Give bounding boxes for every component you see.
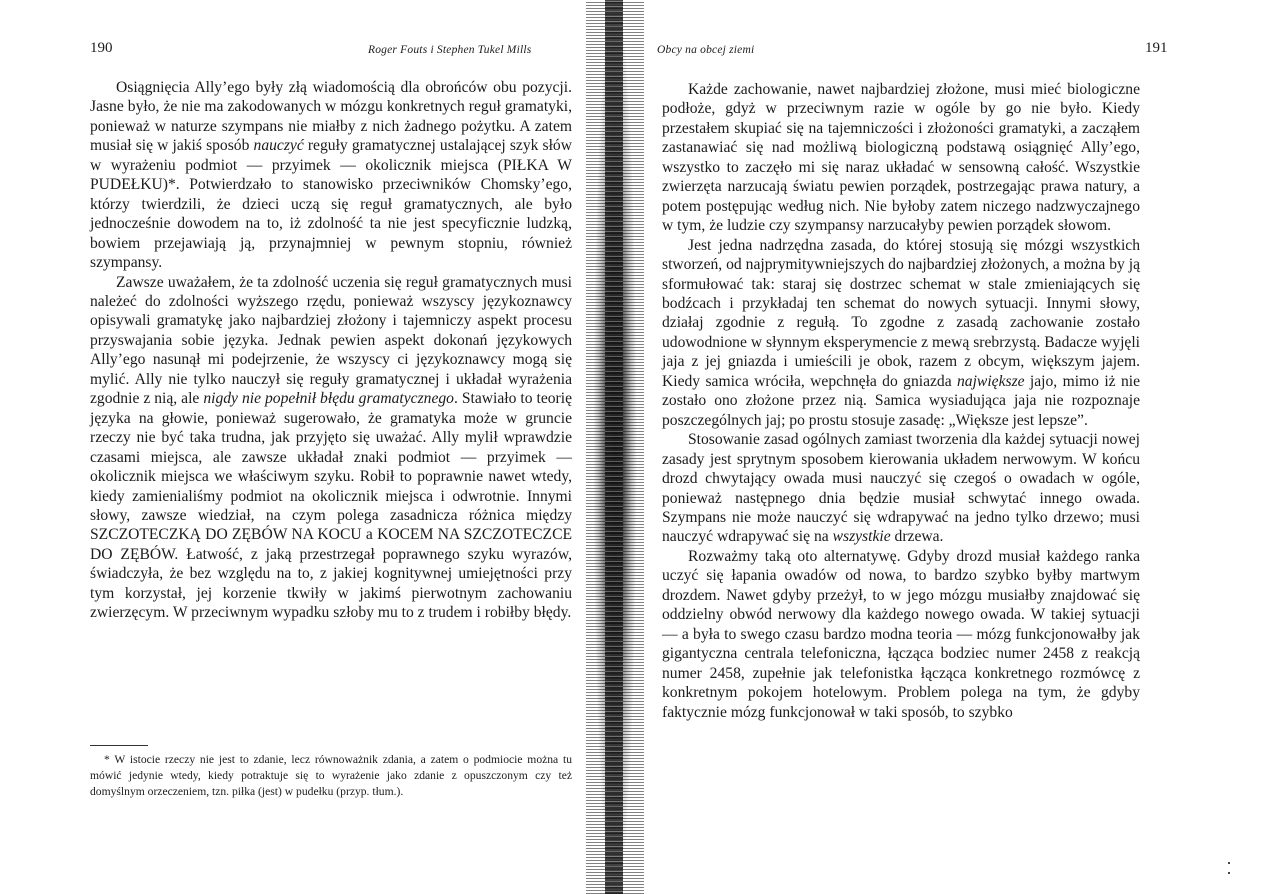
left-body-text	[90, 78, 572, 623]
text-run: Jest jedna nadrzędna zasada, do której stosują się mózgi wszystkich stworzeń, od najprymitywniejszych do najbardziej złożonych, a można by ją sformułować tak: staraj się dostrzec schemat w stale zmieniających się bodźcach i przykładaj ten schemat do nowych sytuacji. Innymi słowy, działaj zgodnie z regułą. To zgodne z zasadą zachowanie zostało udowodnione w słynnym eksperymencie z mewą srebrzystą. Badacze wyjęli jaja z jej gniazda i umieścili je obok, razem z obcym, większym jajem. Kiedy samica wróciła, wepchnęła do gniazda	[662, 236, 1140, 390]
scan-speck	[1228, 862, 1230, 864]
footnote-rule	[90, 745, 148, 746]
paragraph	[662, 430, 1140, 547]
paragraph	[662, 80, 1140, 236]
book-gutter-spine	[605, 0, 623, 894]
italic-text-run: największe	[957, 372, 1025, 390]
paragraph	[90, 273, 572, 623]
right-page	[640, 0, 1262, 894]
text-run: Stosowanie zasad ogólnych zamiast tworzenia dla każdej sytuacji nowej zasady jest sprytnym sposobem kierowania układem nerwowym. W końcu drozd chwytający owada musi nauczyć się czegoś o owadach w ogóle, ponieważ następnego dnia będzie musiał schwytać innego owada. Szympans nie może nauczyć się wdrapywać na jedno tylko drzewo; musi nauczyć wdrapywać się na	[662, 431, 1140, 546]
scan-speck	[1228, 872, 1230, 874]
paragraph	[90, 78, 572, 273]
page-number-left: 190	[90, 40, 113, 56]
right-body-text	[662, 80, 1140, 722]
page-number-right: 191	[1145, 40, 1168, 56]
paragraph	[662, 547, 1140, 722]
left-page	[0, 0, 600, 894]
text-run: Rozważmy taką oto alternatywę. Gdyby drozd musiał każdego ranka uczyć się łapania owadów od nowa, to bardzo szybko byłby martwym drozdem. Nawet gdyby przeżył, to w jego mózgu musiałby znajdować się oddzielny obwód nerwowy dla każdego nowego owada. W takiej sytuacji — a była to swego czasu bardzo modna teoria — mózg funkcjonowałby jak gigantyczna centrala telefoniczna, łącząca bodziec numer 2458 z reakcją numer 2458, zupełnie jak telefonistka łącząca konkretnego rozmówcę z konkretnym pokojem hotelowym. Problem polega na tym, że gdyby faktycznie mózg funkcjonował w taki sposób, to szybko	[662, 547, 1140, 721]
text-run: drzewa.	[890, 528, 944, 546]
text-run: . Stawiało to teorię języka na głowie, ponieważ sugerowało, że gramatyka może w gruncie rzeczy nie być taka trudna, jak przyjęto się uważać. Ally mylił wprawdzie czasami miejsca, ale zawsze układał znaki podmiot — przyimek — okolicznik miejsca we właściwym szyku. Robił to poprawnie nawet wtedy, kiedy zamienialiśmy podmiot na okolicznik miejsca i odwrotnie. Innymi słowy, zawsze wiedział, na czym polega zasadnicza różnica między SZCZOTECZKĄ DO ZĘBÓW NA KOCU a KOCEM NA SZCZOTECZCE DO ZĘBÓW. Łatwość, z jaką przestrzegał poprawnego szyku wyrazów, świadczyła, że bez względu na to, z jakiej kognitywnej umiejętności przy tym korzystał, jej korzenie tkwiły w jakimś pierwotnym zachowaniu zwierzęcym. W przeciwnym wypadku szłoby mu to z trudem i robiłby błędy.	[90, 390, 572, 622]
italic-text-run: nigdy nie popełnił błędu gramatycznego	[203, 390, 454, 408]
paragraph	[662, 236, 1140, 431]
text-run: Osiągnięcia Ally’ego były złą wiadomością dla obrońców obu pozycji. Jasne było, że nie ma zakodowanych w mózgu konkretnych reguł gramatyki, ponieważ w naturze szympans nie miałby z nich żadnego pożytku. A zatem musiał się w jakiś sposób	[90, 79, 572, 155]
running-header-right: Obcy na obcej ziemi	[657, 44, 755, 56]
footnote	[90, 752, 572, 800]
footnote-text: * W istocie rzeczy nie jest to zdanie, lecz równoważnik zdania, a zatem o podmiocie można tu mówić jedynie wtedy, kiedy potraktuje się to wyrażenie jako zdanie z opuszczonym czy też domyślnym orzeczeniem, tzn. piłka (jest) w pudełku (przyp. tłum.).	[90, 753, 572, 798]
italic-text-run: wszystkie	[832, 528, 891, 546]
italic-text-run: nauczyć	[253, 137, 304, 155]
text-run: Każde zachowanie, nawet najbardziej złożone, musi mieć biologiczne podłoże, gdyż w przeciwnym razie w ogóle by go nie było. Kiedy przestałem skupiać się na tajemniczości i złożoności gramatyki, a zacząłem zastanawiać się nad możliwą biologiczną podstawą osiągnięć Ally’ego, wszystko to zaczęło mi się naraz układać w sensowną całość. Wszystkie zwierzęta narzucają światu pewien porządek, postrzegając prawa natury, a potem postępując według nich. Nie byłoby zatem niczego nadzwyczajnego w tym, że ludzie czy szympansy narzucałyby pewien porządek słowom.	[662, 81, 1140, 235]
running-header-left: Roger Fouts i Stephen Tukel Mills	[368, 44, 532, 56]
text-run: jajo, mimo iż nie zostało ono złożone przez nią. Samica wysiadująca jaja nie rozpoznaje poszczególnych jaj; po prostu stosuje zasadę: „Większe jest lepsze”.	[662, 372, 1140, 429]
text-run: reguły gramatycznej ustalającej szyk słów w wyrażeniu podmiot — przyimek — okolicznik miejsca (PIŁKA W PUDEŁKU)*. Potwierdzało to stanowisko przeciwników Chomsky’ego, którzy twierdzili, że dzieci uczą się reguł gramatycznych, ale było jednocześnie dowodem na to, iż zdolność ta nie jest specyficznie ludzką, bowiem przejawiają ją, przynajmniej w pewnym stopniu, również szympansy.	[90, 137, 572, 272]
text-run: Zawsze uważałem, że ta zdolność uczenia się reguł gramatycznych musi należeć do zdolności wyższego rzędu, ponieważ wszyscy językoznawcy opisywali gramatykę jako najbardziej złożony i tajemniczy aspekt procesu przyswajania sobie języka. Jednak pewien aspekt dokonań językowych Ally’ego nasunął mi podejrzenie, że wszyscy ci językoznawcy mogą się mylić. Ally nie tylko nauczył się reguły gramatycznej i układał wyrażenia zgodnie z nią, ale	[90, 273, 572, 408]
